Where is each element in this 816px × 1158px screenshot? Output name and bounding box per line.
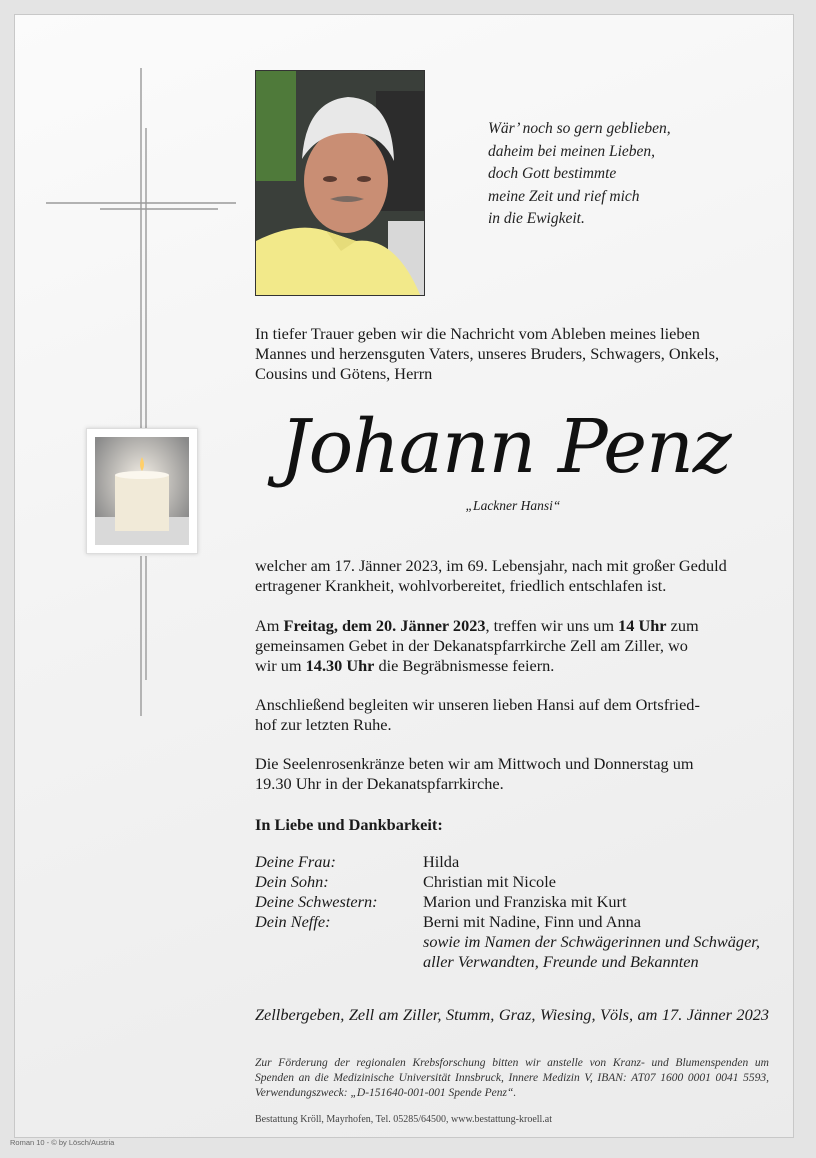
portrait-photo (255, 70, 425, 296)
burial-paragraph (255, 695, 775, 735)
intro-line: Cousins und Götens, Herrn (255, 364, 433, 383)
funeral-time: 14 Uhr (618, 616, 667, 635)
family-names: Hilda (423, 852, 460, 871)
passing-line: ertragener Krankheit, wohlvorbereitet, friedlich entschlafen ist. (255, 576, 667, 595)
burial-line: Anschließend begleiten wir unseren lieben Hansi auf dem Ortsfried- (255, 695, 700, 714)
donation-line: Zur Förderung der regionalen Krebsforschung bitten wir anstelle von Kranz- und Blumenspenden um (255, 1057, 769, 1069)
rosary-paragraph (255, 754, 775, 794)
gratitude-text: In Liebe und Dankbarkeit: (255, 815, 443, 834)
family-list (255, 852, 775, 972)
gratitude-heading (255, 815, 775, 835)
intro-line: In tiefer Trauer geben wir die Nachricht vom Ableben meines lieben (255, 324, 700, 343)
funeral-text: Am (255, 616, 284, 635)
family-row (255, 852, 775, 872)
intro-line: Mannes und herzensguten Vaters, unseres Bruders, Schwagers, Onkels, (255, 344, 720, 363)
verse-line: daheim bei meinen Lieben, (488, 142, 656, 160)
family-relation: Deine Schwestern: (255, 892, 378, 911)
funeral-line: gemeinsamen Gebet in der Dekanatspfarrkirche Zell am Ziller, wo (255, 636, 688, 655)
mass-time: 14.30 Uhr (305, 656, 375, 675)
family-relation: Dein Neffe: (255, 912, 331, 931)
verse-line: doch Gott bestimmte (488, 165, 617, 182)
funeral-text: die Begräbnismesse feiern. (374, 656, 555, 675)
rosary-line: 19.30 Uhr in der Dekanatspfarrkirche. (255, 774, 504, 793)
rosary-line: Die Seelenrosenkränze beten wir am Mittwoch und Donnerstag um (255, 754, 694, 773)
family-row (255, 872, 775, 892)
deceased-nickname: „Lackner Hansi“ (465, 498, 561, 513)
passing-line: welcher am 17. Jänner 2023, im 69. Lebensjahr, nach mit großer Geduld (255, 556, 727, 575)
family-names: Christian mit Nicole (423, 872, 556, 891)
undertaker-info: Bestattung Kröll, Mayrhofen, Tel. 05285/64500, www.bestattung-kroell.at (255, 1114, 553, 1125)
verse-line: Wär’ noch so gern geblieben, (488, 120, 671, 137)
intro-paragraph (255, 324, 775, 384)
verse-line: meine Zeit und rief mich (488, 187, 640, 205)
cross-ornament (0, 0, 260, 740)
funeral-paragraph (255, 616, 775, 676)
family-row (255, 912, 775, 932)
funeral-text: wir um (255, 656, 306, 675)
funeral-line (255, 656, 775, 676)
family-note-line: aller Verwandten, Freunde und Bekannten (423, 952, 699, 971)
funeral-text: zum (666, 616, 699, 635)
family-row (255, 892, 775, 912)
funeral-text: , treffen wir uns um (485, 616, 619, 635)
donation-line: Verwendungszweck: „D-151640-001-001 Spende Penz“. (255, 1087, 517, 1099)
passing-paragraph (255, 556, 775, 596)
places-date: Zellbergeben, Zell am Ziller, Stumm, Graz, Wiesing, Völs, am 17. Jänner 2023 (255, 1005, 769, 1024)
family-relation: Deine Frau: (255, 852, 336, 871)
family-relation: Dein Sohn: (255, 872, 329, 891)
family-note-line: sowie im Namen der Schwägerinnen und Schwäger, (423, 932, 760, 951)
family-names: Marion und Franziska mit Kurt (423, 892, 627, 911)
donation-note (255, 1056, 769, 1101)
funeral-date: Freitag, dem 20. Jänner 2023 (283, 616, 486, 635)
funeral-line (255, 616, 775, 636)
deceased-name: Johann Penz (280, 404, 731, 490)
verse-line: in die Ewigkeit. (488, 210, 585, 227)
verse (488, 118, 748, 231)
donation-line: Spenden an die Medizinische Universität Innsbruck, Innere Medizin V, IBAN: AT07 1600 0001 0041 5593, (255, 1072, 769, 1084)
family-names: Berni mit Nadine, Finn und Anna (423, 912, 641, 931)
candle-image (86, 428, 198, 554)
burial-line: hof zur letzten Ruhe. (255, 715, 392, 734)
template-credit: Roman 10 - © by Lösch/Austria (10, 1138, 115, 1147)
